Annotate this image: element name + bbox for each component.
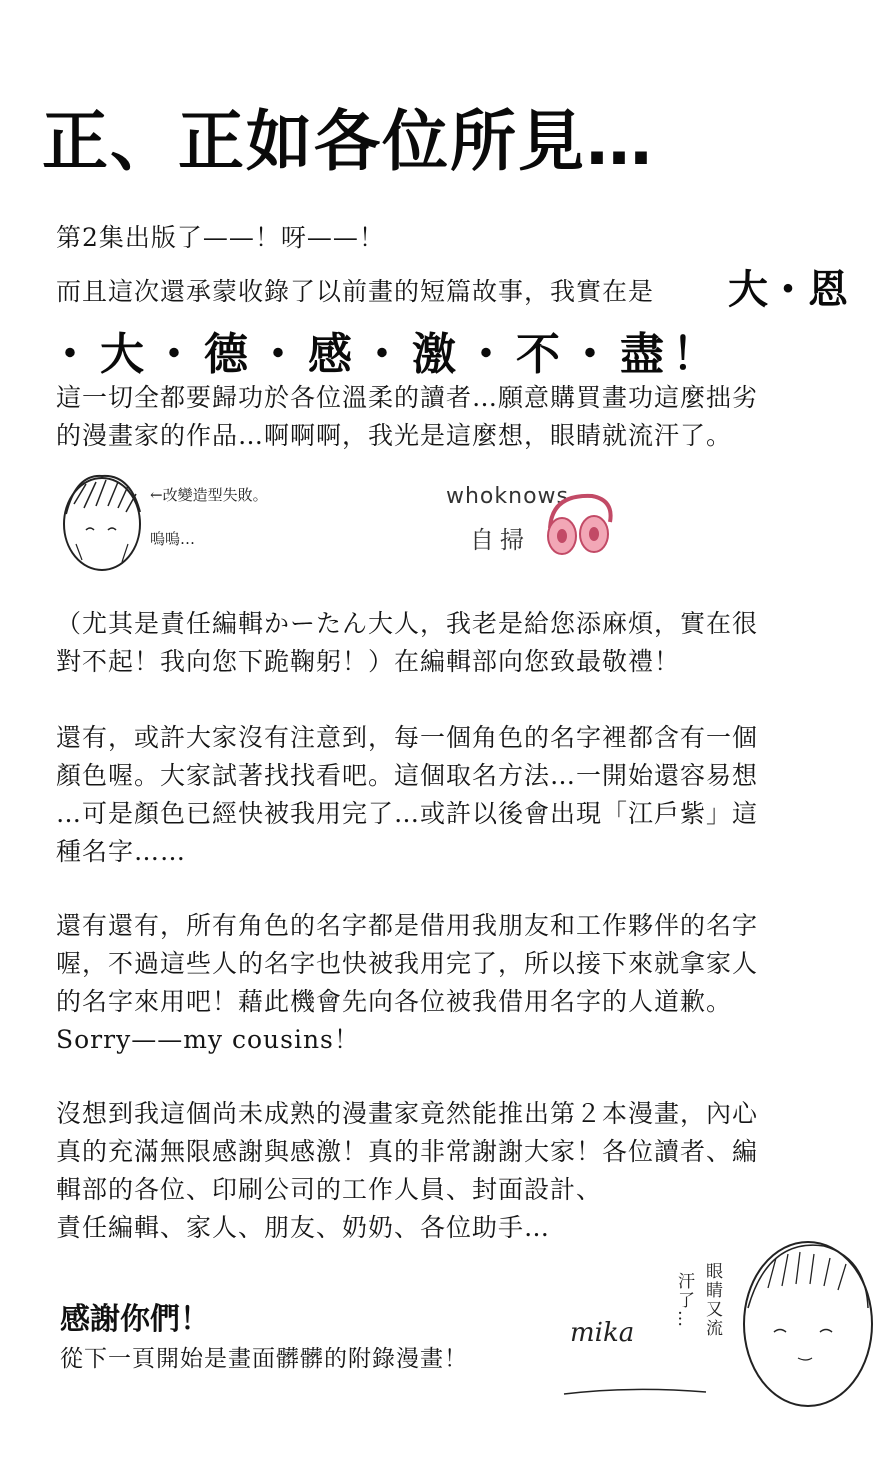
- para3-line2: 顏色喔。大家試著找找看吧。這個取名方法…一開始還容易想: [56, 761, 759, 790]
- para4-line3: 的名字來用吧！藉此機會先向各位被我借用名字的人道歉。: [56, 987, 733, 1016]
- para3-line4: 種名字……: [56, 837, 187, 866]
- para5-line1: 沒想到我這個尚未成熟的漫畫家竟然能推出第２本漫畫，內心: [56, 1099, 759, 1128]
- watermark-text-zh: 自掃: [470, 526, 530, 554]
- watermark-text-en: whoknows: [446, 484, 569, 509]
- para1-line1: 第2集出版了——！呀——！: [56, 223, 385, 252]
- side-note-1: 眼睛又流: [702, 1262, 722, 1338]
- para5-line4: 責任編輯、家人、朋友、奶奶、各位助手…: [56, 1213, 551, 1242]
- para3-line3: …可是顏色已經快被我用完了…或許以後會出現「江戶紫」這: [56, 799, 759, 828]
- next-page-note: 從下一頁開始是畫面髒髒的附錄漫畫！: [60, 1346, 468, 1372]
- para4-line2: 喔，不過這些人的名字也快被我用完了，所以接下來就拿家人: [56, 949, 759, 978]
- para3-line1: 還有，或許大家沒有注意到，每一個角色的名字裡都含有一個: [56, 723, 759, 752]
- signature: mika: [570, 1318, 635, 1348]
- para5-line2: 真的充滿無限感謝與感激！真的非常謝謝大家！各位讀者、編: [56, 1137, 759, 1166]
- para5-line3: 輯部的各位、印刷公司的工作人員、封面設計、: [56, 1175, 603, 1204]
- para1-emphasis1: 大・恩: [728, 267, 848, 313]
- para4-line1: 還有還有，所有角色的名字都是借用我朋友和工作夥伴的名字: [56, 911, 759, 940]
- para1-line2: 而且這次還承蒙收錄了以前畫的短篇故事，我實在是: [56, 277, 655, 306]
- para4-line4: Sorry——my cousins！: [56, 1025, 360, 1054]
- sketch-note-arrow: ←改變造型失敗。: [150, 486, 268, 504]
- self-portrait-icon: [728, 1228, 878, 1418]
- side-note-2: 汗了…: [674, 1272, 694, 1329]
- para1-line5: 的漫畫家的作品…啊啊啊，我光是這麼想，眼睛就流汗了。: [56, 421, 733, 450]
- para2-line2: 對不起！我向您下跪鞠躬！）在編輯部向您致最敬禮！: [56, 647, 681, 676]
- para1-emphasis2: ・大・德・感・激・不・盡！: [48, 329, 724, 380]
- headphones-icon: [540, 488, 618, 560]
- para1-line4: 這一切全都要歸功於各位溫柔的讀者…願意購買畫功這麼拙劣: [56, 383, 759, 412]
- signature-underline: [560, 1380, 710, 1400]
- sketch-note-sob: 嗚嗚…: [150, 530, 196, 548]
- sketch-face-icon: [56, 464, 148, 576]
- page-title: 正、正如各位所見…: [42, 103, 654, 180]
- thanks-heading: 感謝你們！: [60, 1302, 210, 1337]
- para2-line1: （尤其是責任編輯かーたん大人，我老是給您添麻煩，實在很: [56, 609, 759, 638]
